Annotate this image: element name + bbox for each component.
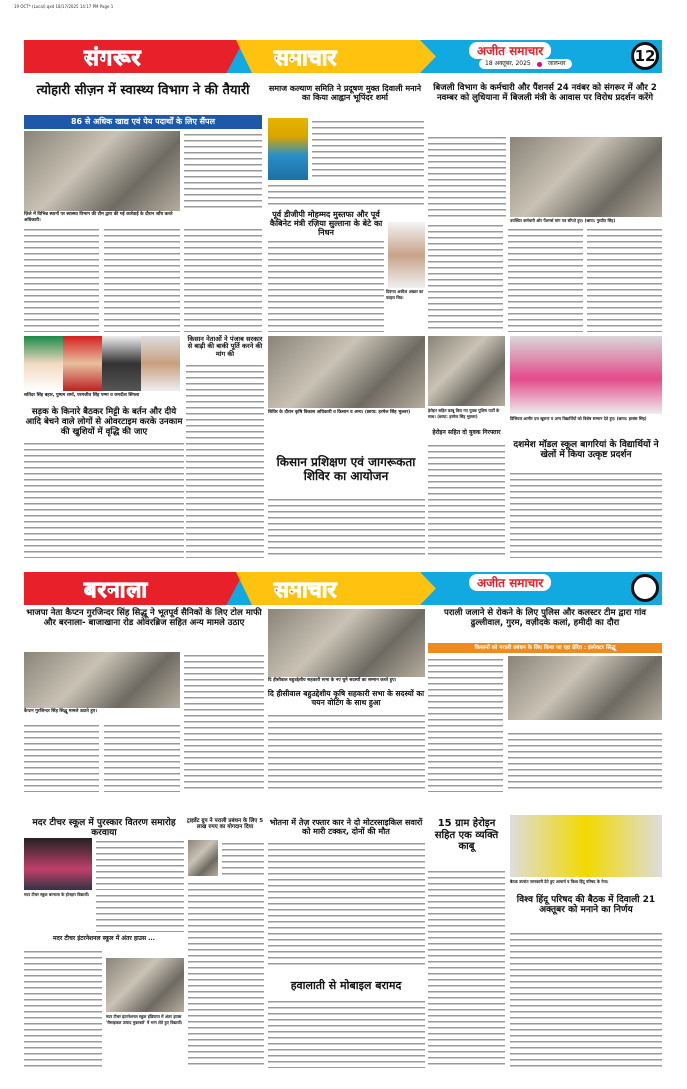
headline: भोतना में तेज़ रफ्तार कार ने दो मोटरसाइकिल सवारों को मारी टक्कर, दोनों की मौत — [269, 818, 423, 837]
article-text — [104, 226, 180, 332]
article-text — [312, 118, 424, 180]
article-photo — [510, 815, 662, 877]
article-text — [268, 496, 425, 558]
headline: समाज कल्याण समिति ने प्रदूषण मुक्त दिवाली मनाने का किया आह्वान भूपिंदर शर्मा — [268, 84, 422, 103]
portrait-photo — [268, 118, 308, 180]
headline: पराली जलाने से रोकने के लिए पुलिस और कलस्टर टीम द्वारा गांव ढुल्लीवाल, गुरम, वज़ीदके कलां, हमीदी का दौरा — [444, 608, 646, 628]
masthead-city: संगरूर — [84, 46, 142, 71]
article-text — [186, 362, 264, 558]
photo-caption: ज़िले में विभिन्न स्थानों पर स्वास्थ्य विभाग की टीम द्वारा की गई कार्रवाई के दौरान जाँच करते अधिकारी। — [24, 212, 173, 223]
article-text — [24, 948, 102, 1068]
portrait-photo — [63, 336, 102, 391]
headline: दशमेश मॉडल स्कूल बागरियां के विद्यार्थियों ने खेलों में किया उत्कृष्ट प्रदर्शन — [513, 440, 659, 461]
headline: बिजली विभाग के कर्मचारी और पैंशनर्स 24 नवंबर को संगरूर में और 2 नवम्बर को लुधियाना में बिजली मंत्री के आवास पर विरोध प्रदर्शन करेंगे — [433, 83, 657, 103]
article-photo — [24, 652, 180, 708]
photo-caption: कैप्टन गुरजिन्दर सिंह सिद्धू मामले उठाते हुए। — [24, 709, 97, 714]
article-text — [508, 226, 583, 332]
article-photo — [268, 336, 425, 408]
article-text — [104, 722, 180, 792]
article-text — [428, 656, 503, 792]
portrait-photo — [102, 336, 141, 391]
article-photo — [510, 137, 662, 217]
photo-caption: प्रिंसिपल आमीर दत्त खुराना व अन्य विद्यार्थियों को विशेष सम्मान देते हुए। (छाया: हरबंस सिंह) — [510, 416, 647, 421]
headline: हवालाती से मोबाइल बरामद — [290, 979, 402, 992]
article-text — [508, 730, 662, 792]
masthead-city: बरनाला — [84, 578, 149, 603]
date-bar — [479, 59, 572, 69]
portrait-strip — [24, 336, 180, 391]
paper-name: अजीत समाचार — [469, 574, 551, 591]
article-text — [268, 238, 384, 332]
article-text — [222, 840, 264, 876]
date: 18 अक्तूबर, 2025 — [485, 60, 531, 67]
photo-caption: मदर टीचर इंटरनेशनल स्कूल हंडियाया में अंतर हाउस 'रीसाइकल उत्पाद मुकाबले' में भाग लेते हुए विद्यार्थी। — [106, 1014, 183, 1025]
article-text — [184, 131, 262, 211]
article-photo — [24, 838, 92, 890]
place: जालन्धर — [547, 60, 566, 67]
article-text — [510, 470, 662, 558]
article-text — [268, 840, 425, 968]
masthead-section: समाचार — [274, 578, 337, 603]
headline: विश्व हिंदू परिषद की बैठक में दिवाली 21 अक्तूबर को मनाने का निर्णय — [516, 895, 656, 916]
article-text — [188, 880, 264, 1068]
article-text — [24, 440, 184, 558]
headline: ट्राइडेंट ग्रुप ने पराली प्रबंधन के लिए 5 लाख रुपए का योगदान दिया — [186, 818, 264, 831]
article-text — [510, 930, 662, 1068]
headline: भाजपा नेता कैप्टन गुरजिन्दर सिंह सिद्धू ने भूतपूर्व सैनिकों के लिए टोल माफी और बरनाला- बाजाखाना रोड ओवरब्रिज सहित अन्य मामले उठाए — [26, 608, 262, 628]
headline: पूर्व डीजीपी मोहम्मद मुस्तफा और पूर्व कैबिनेट मंत्री रज़िया सुल्ताना के बेटे का निधन — [269, 210, 383, 238]
headline: मदर टीचर इंटरनेशनल स्कूल में अंतर हाउस ... — [53, 935, 155, 942]
portrait-photo — [141, 336, 180, 391]
article-text — [587, 226, 662, 332]
subhead-banner: किसानों को पराली प्रबंधन के लिए किया जा रहा प्रेरित : इंस्पेक्टर सिद्धू — [428, 643, 662, 653]
photo-caption: दि हीसीवाल बहुउद्देशीय सहकारी सभा के नए चुने सदस्यों का सम्मान करते हुए। — [268, 678, 397, 683]
article-photo — [268, 609, 425, 677]
photo-caption: उपस्थित कर्मचारी और पैंशनर्स मांग पत्र सौंपते हुए। (छाया: गुरप्रीत सिंह) — [510, 218, 616, 223]
page-number: 12 — [631, 42, 659, 70]
photo-caption: दिवंगत अकील अख्तर का फाइल चित्र। — [386, 289, 424, 300]
paper-name: अजीत समाचार — [469, 42, 551, 59]
photo-caption: बैठक उपरांत जानकारी देते हुए आचार्य व विश्व हिंदू परिषद के नेता। — [510, 879, 609, 884]
article-photo — [106, 958, 184, 1012]
article-photo — [188, 840, 218, 876]
headline: हेरोइन सहित दो युवक गिरफ्तार — [432, 429, 501, 436]
page-number-circle — [631, 574, 659, 602]
article-photo — [510, 336, 662, 414]
photo-caption: हेरोइन सहित काबू किए गए युवक पुलिस पार्टी के साथ। (छाया: हरमेल सिंह भुल्लर) — [428, 408, 500, 419]
photo-caption: शिविर के दौरान कृषि विकास अधिकारी व किसान व अन्य। (छाया: हरमेल सिंह भुल्लर) — [268, 410, 411, 415]
article-photo — [428, 336, 505, 406]
masthead-sangrur — [24, 40, 662, 73]
headline: त्योहारी सीज़न में स्वास्थ्य विभाग ने की तैयारी — [36, 83, 250, 98]
headline: किसान नेताओं ने पंजाब सरकार से बाढ़ी की बाकी पूर्ति करने की मांग की — [187, 335, 263, 358]
article-text — [184, 226, 262, 332]
dot-icon — [537, 62, 542, 67]
photo-caption: मदर टीचर स्कूल बरनाला के होनहार विद्यार्थी। — [24, 892, 90, 897]
subhead-banner: 86 से अधिक खाद्य एवं पेय पदार्थों के लिए सैंपल — [24, 115, 262, 129]
article-photo — [24, 131, 180, 211]
headline: किसान प्रशिक्षण एवं जागरूकता शिविर का आयोजन — [276, 455, 416, 483]
masthead-barnala — [24, 572, 662, 605]
article-text — [268, 998, 425, 1068]
photo-caption: सतिंदर सिंह बहार, पुष्पम शर्मा, परमजीत सिंह पम्मा व जगदीश सिंगला — [24, 393, 140, 398]
headline: मदर टीचर स्कूल में पुरस्कार वितरण समारोह करवाया — [32, 818, 176, 839]
headline: सड़क के किनारे बैठकर मिट्टी के बर्तन और दीये आदि बेचने वाले लोगों से ओवरटाइम करके उनकाम की खुशियों में वृद्धि की जाए — [25, 407, 183, 437]
article-text — [268, 712, 425, 792]
headline: दि हीसीवाल बहुउद्देशीय कृषि सहकारी सभा के सदस्यों का चयन वोटिंग के साथ हुआ — [267, 689, 425, 707]
article-text — [428, 442, 505, 558]
article-text — [268, 182, 424, 208]
article-text — [428, 134, 506, 218]
masthead-section: समाचार — [274, 46, 337, 71]
print-slug: 19 OCT* (Local).qxd 18/17/2025 14:17 PM Page 1 — [14, 4, 114, 9]
article-text — [96, 838, 184, 890]
article-text — [184, 652, 264, 792]
portrait-photo — [388, 222, 425, 288]
article-text — [428, 222, 503, 332]
headline: 15 ग्राम हेरोइन सहित एक व्यक्ति काबू — [434, 818, 499, 852]
article-photo — [508, 656, 662, 720]
article-text — [24, 226, 99, 332]
article-text — [96, 892, 184, 932]
portrait-photo — [24, 336, 63, 391]
article-text — [24, 722, 99, 792]
article-text — [428, 868, 505, 1068]
